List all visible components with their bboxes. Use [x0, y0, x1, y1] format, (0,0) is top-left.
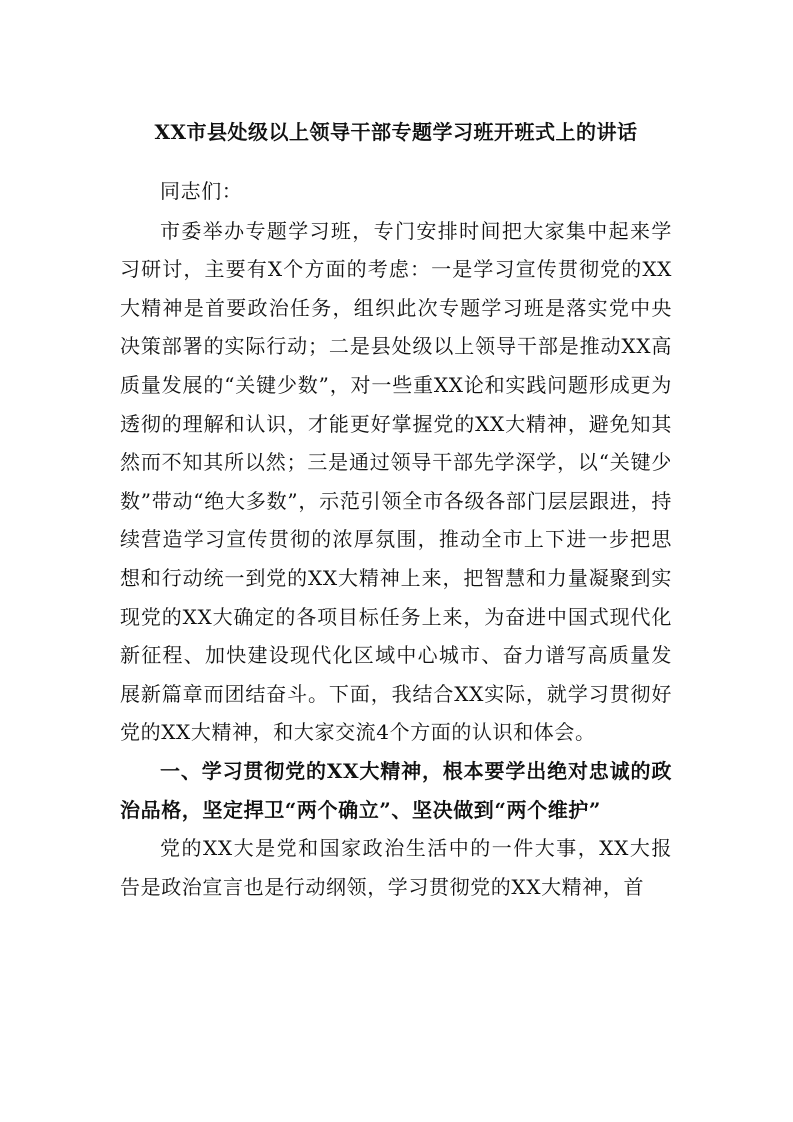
document-page: [120, 112, 672, 906]
intro-paragraph: 市委举办专题学习班，专门安排时间把大家集中起来学习研讨，主要有X个方面的考虑：一是学习宣传贯彻党的XX大精神是首要政治任务，组织此次专题学习班是落实党中央决策部署的实际行动；二是县处级以上领导干部是推动XX高质量发展的“关键少数”，对一些重XX论和实践问题形成更为透彻的理解和认识，才能更好掌握党的XX大精神，避免知其然而不知其所以然；三是通过领导干部先学深学，以“关键少数”带动“绝大多数”，示范引领全市各级各部门层层跟进，持续营造学习宣传贯彻的浓厚氛围，推动全市上下进一步把思想和行动统一到党的XX大精神上来，把智慧和力量凝聚到实现党的XX大确定的各项目标任务上来，为奋进中国式现代化新征程、加快建设现代化区域中心城市、奋力谱写高质量发展新篇章而团结奋斗。下面，我结合XX实际，就学习贯彻好党的XX大精神，和大家交流4个方面的认识和体会。: [120, 218, 672, 745]
salutation: 同志们：: [160, 179, 243, 203]
section-heading-1: 一、学习贯彻党的XX大精神，根本要学出绝对忠诚的政治品格，坚定捍卫“两个确立”、坚决做到“两个维护”: [120, 758, 672, 822]
document-title: XX市县处级以上领导干部专题学习班开班式上的讲话: [154, 120, 638, 144]
section-1-paragraph: 党的XX大是党和国家政治生活中的一件大事，XX大报告是政治宣言也是行动纲领，学习贯彻党的XX大精神，首: [120, 836, 672, 899]
